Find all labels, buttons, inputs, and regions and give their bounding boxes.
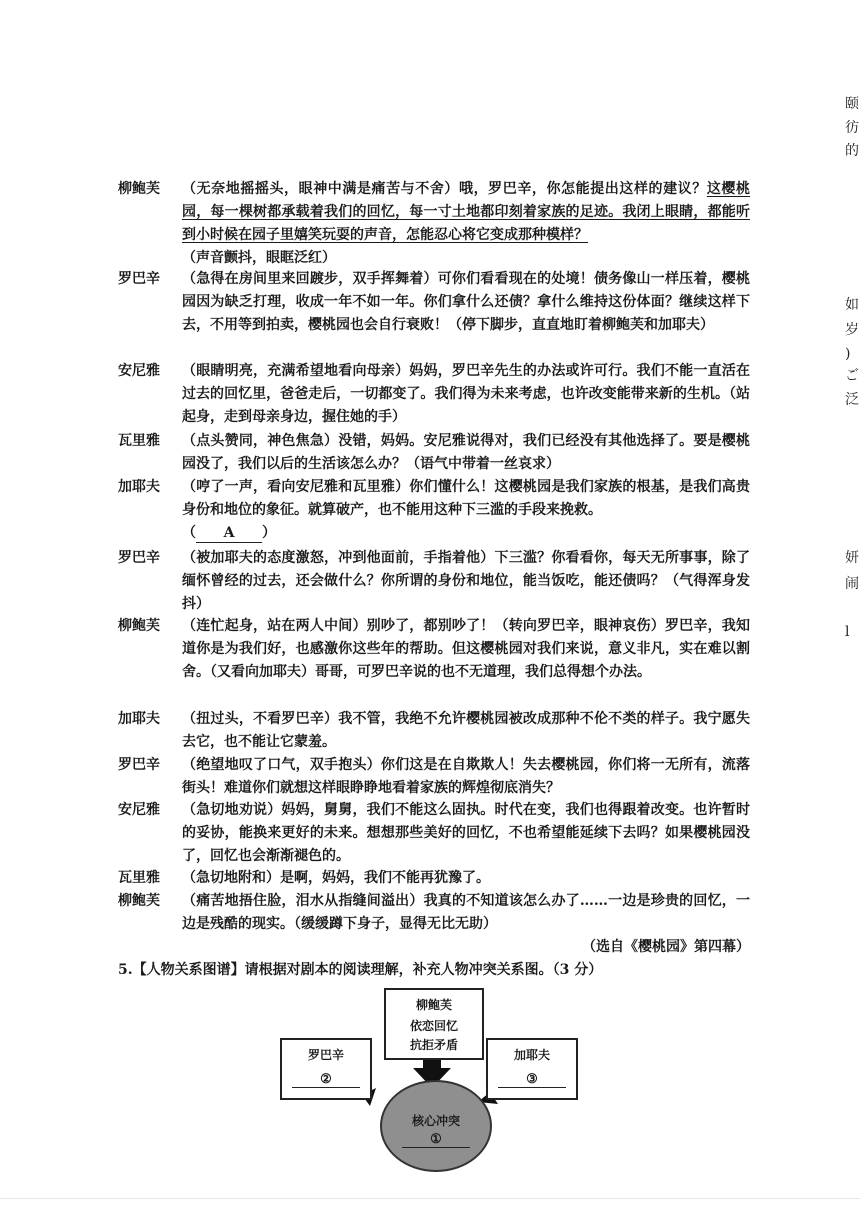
speaker-name: 罗巴辛: [118, 271, 160, 287]
edge-glyph: l: [845, 624, 850, 640]
answer-blank-a: A: [196, 524, 262, 543]
box-lyubov: [384, 988, 484, 1060]
line-text: （无奈地摇摇头，眼神中满是痛苦与不舍）哦，罗巴辛，你怎能提出这样的建议？这樱桃园，每一棵树都承载着我们的回忆，每一寸土地都印刻着家族的足迹。我闭上眼睛，都能听到小时候在园子里嬉笑玩耍的声音，怎能忍心将它变成那种模样？ （声音颤抖，眼眶泛红）: [182, 181, 751, 266]
edge-glyph: 岁: [845, 322, 859, 338]
edge-glyph: ): [845, 346, 851, 362]
speaker-name: 安尼雅: [118, 363, 160, 379]
edge-glyph: 颐: [845, 96, 859, 112]
line-text: （急切地附和）是啊，妈妈，我们不能再犹豫了。: [182, 870, 490, 886]
speaker-name: 加耶夫: [118, 711, 160, 727]
core-conflict-circle: [380, 1080, 492, 1172]
box-lyubov-name: 柳鲍芙: [415, 998, 452, 1012]
box-gaev-name: 加耶夫: [513, 1048, 550, 1062]
edge-glyph: 的: [845, 143, 859, 159]
box-lyubov-line2: 抗拒矛盾: [409, 1038, 458, 1052]
box-lyubov-line1: 依恋回忆: [409, 1019, 458, 1033]
speaker-name: 瓦里雅: [118, 433, 160, 449]
underlined-passage: 这樱桃园，每一棵树都承载着我们的回忆，每一寸土地都印刻着家族的足迹。我闭上眼睛，都能听到小时候在园子里嬉笑玩耍的声音，怎能忍心将它变成那种模样？: [182, 181, 751, 243]
speaker-name: 柳鲍芙: [118, 181, 160, 197]
edge-glyph: ご: [845, 368, 859, 384]
edge-glyph: 如: [845, 297, 859, 313]
line-text: （点头赞同，神色焦急）没错，妈妈。安尼雅说得对，我们已经没有其他选择了。要是樱桃园没了，我们以后的生活该怎么办？（语气中带着一丝哀求）: [182, 433, 750, 472]
speaker-name: 罗巴辛: [118, 550, 160, 566]
slot-3: ③: [498, 1072, 566, 1088]
speaker-name: 柳鲍芙: [118, 618, 160, 634]
box-lopakhin: [280, 1038, 372, 1100]
line-text: （眼睛明亮，充满希望地看向母亲）妈妈，罗巴辛先生的办法或许可行。我们不能一直活在过去的回忆里，爸爸走后，一切都变了。我们得为未来考虑，也许改变能带来新的生机。（站起身，走到母亲身边，握住她的手）: [182, 363, 750, 425]
speaker-name: 瓦里雅: [118, 870, 160, 886]
line-text: （急切地劝说）妈妈，舅舅，我们不能这么固执。时代在变，我们也得跟着改变。也许暂时的妥协，能换来更好的未来。想想那些美好的回忆，不也希望能延续下去吗？如果樱桃园没了，回忆也会渐渐褪色的。: [182, 802, 750, 864]
page-bottom-divider: [0, 1198, 860, 1199]
edge-glyph: 彷: [845, 120, 859, 136]
line-text: （急得在房间里来回踱步，双手挥舞着）可你们看看现在的处境！债务像山一样压着，樱桃园因为缺乏打理，收成一年不如一年。你们拿什么还债？拿什么维持这份体面？继续这样下去，不用等到拍卖，樱桃园也会自行衰败！（停下脚步，直直地盯着柳鲍芙和加耶夫）: [182, 271, 750, 333]
edge-glyph: 妍: [845, 550, 859, 566]
box-gaev: [486, 1038, 578, 1100]
line-text: （哼了一声，看向安尼雅和瓦里雅）你们懂什么！这樱桃园是我们家族的根基，是我们高贵身份和地位的象征。就算破产，也不能用这种下三滥的手段来挽救。 （ A ）: [182, 479, 750, 541]
line-text: （被加耶夫的态度激怒，冲到他面前，手指着他）下三滥？你看看你，每天无所事事，除了缅怀曾经的过去，还会做什么？你所谓的身份和地位，能当饭吃，能还债吗？（气得浑身发抖）: [182, 550, 750, 612]
speaker-name: 加耶夫: [118, 479, 160, 495]
slot-1: ①: [402, 1132, 470, 1148]
speaker-name: 罗巴辛: [118, 757, 160, 773]
edge-glyph: 闹: [845, 576, 859, 592]
edge-glyph: 泛: [845, 392, 859, 408]
question-5: 5.【人物关系图谱】请根据对剧本的阅读理解，补充人物冲突关系图。（3 分）: [118, 962, 603, 978]
line-text: （扭过头，不看罗巴辛）我不管，我绝不允许樱桃园被改成那种不伦不类的样子。我宁愿失去它，也不能让它蒙羞。: [182, 711, 750, 750]
line-text: （绝望地叹了口气，双手抱头）你们这是在自欺欺人！失去樱桃园，你们将一无所有，流落街头！难道你们就想这样眼睁睁地看着家族的辉煌彻底消失？: [182, 757, 750, 796]
source-citation: （选自《樱桃园》第四幕）: [582, 939, 750, 955]
slot-2: ②: [292, 1072, 360, 1088]
box-lopakhin-name: 罗巴辛: [307, 1048, 344, 1062]
speaker-name: 安尼雅: [118, 802, 160, 818]
core-conflict-label: 核心冲突: [411, 1114, 460, 1128]
line-text: （连忙起身，站在两人中间）别吵了，都别吵了！（转向罗巴辛，眼神哀伤）罗巴辛，我知道你是为我们好，也感激你这些年的帮助。但这樱桃园对我们来说，意义非凡，实在难以割舍。（又看向加耶夫）哥哥，可罗巴辛说的也不无道理，我们总得想个办法。: [182, 618, 750, 680]
speaker-name: 柳鲍芙: [118, 893, 160, 909]
line-text: （痛苦地捂住脸，泪水从指缝间溢出）我真的不知道该怎么办了……一边是珍贵的回忆，一边是残酷的现实。（缓缓蹲下身子，显得无比无助）: [182, 893, 750, 932]
